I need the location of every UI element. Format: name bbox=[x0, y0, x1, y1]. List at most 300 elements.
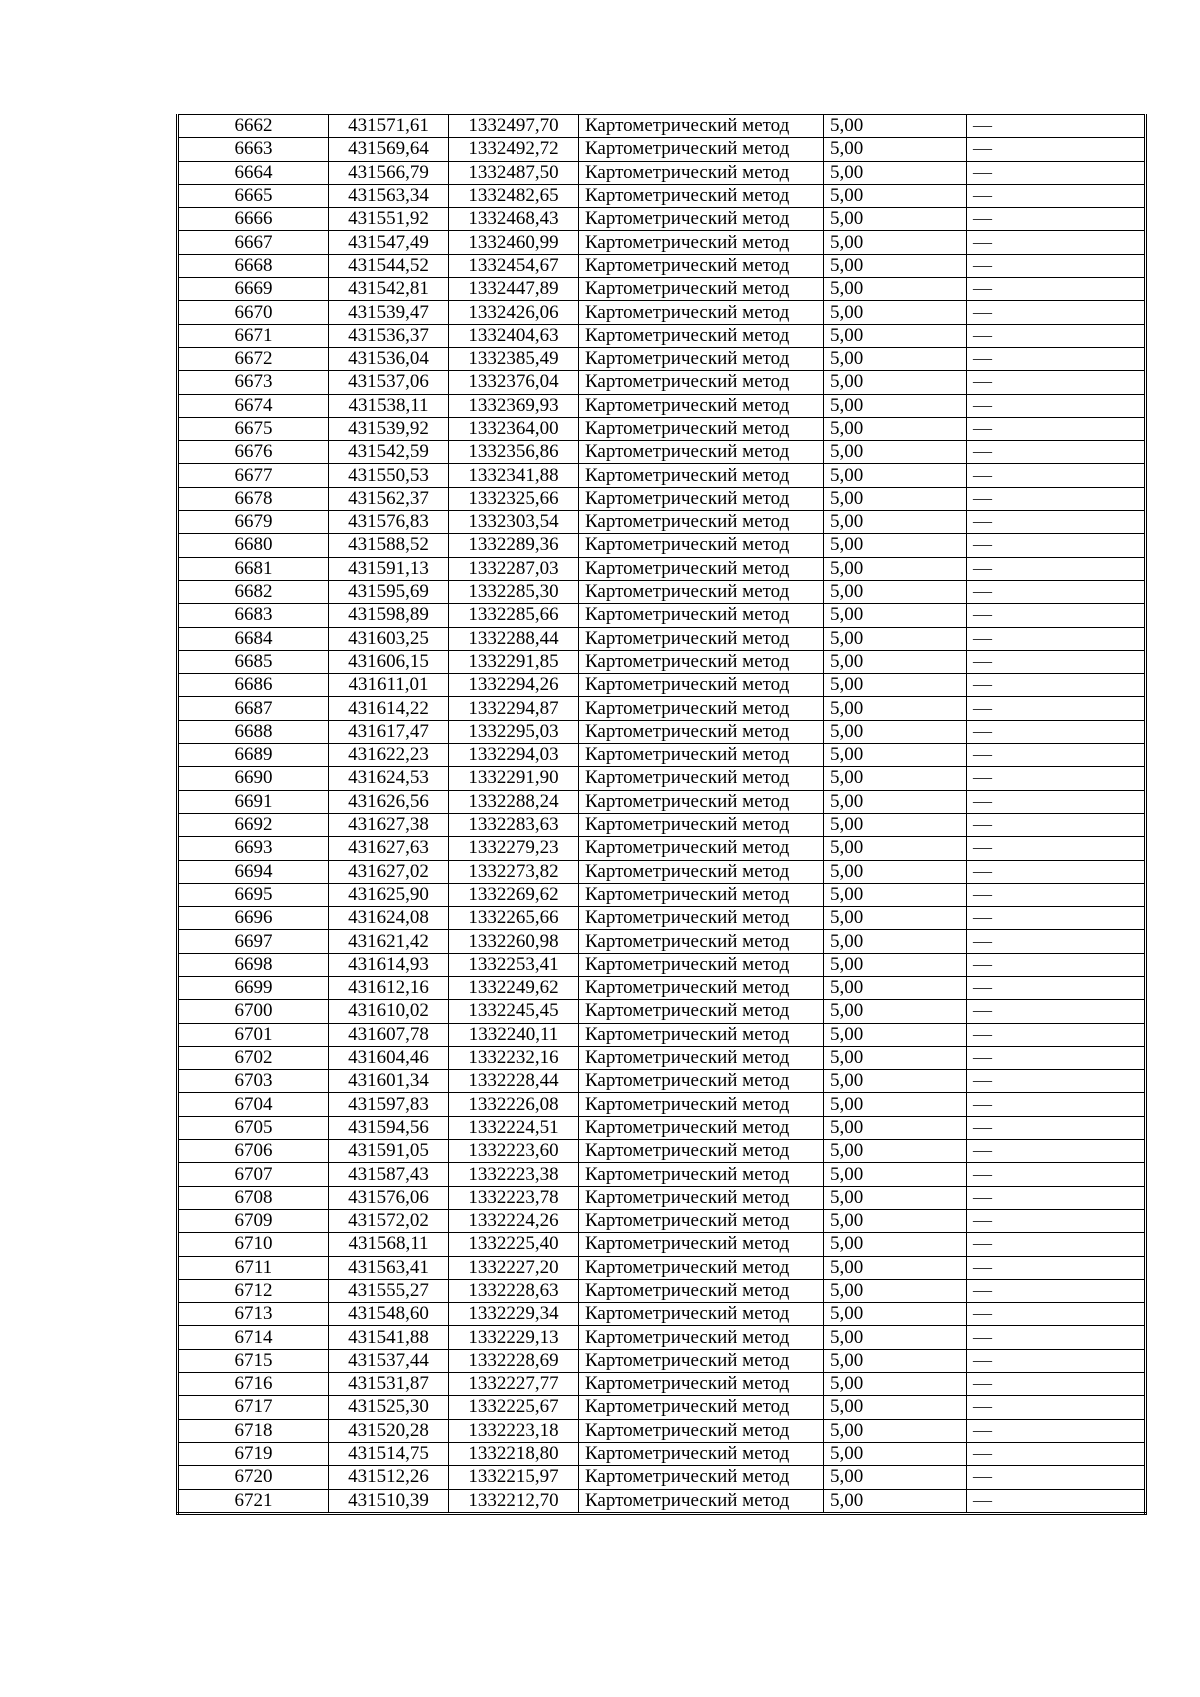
point-number-cell: 6669 bbox=[178, 278, 329, 301]
accuracy-cell: 5,00 bbox=[824, 1326, 967, 1349]
accuracy-cell: 5,00 bbox=[824, 627, 967, 650]
x-coordinate-cell: 431548,60 bbox=[329, 1303, 449, 1326]
point-number-cell: 6691 bbox=[178, 790, 329, 813]
note-cell: — bbox=[967, 1373, 1146, 1396]
x-coordinate-cell: 431571,61 bbox=[329, 115, 449, 138]
table-row bbox=[178, 464, 1146, 487]
accuracy-cell: 5,00 bbox=[824, 208, 967, 231]
x-coordinate-cell: 431621,42 bbox=[329, 930, 449, 953]
table-row bbox=[178, 278, 1146, 301]
method-cell: Картометрический метод bbox=[579, 1279, 824, 1302]
y-coordinate-cell: 1332385,49 bbox=[449, 347, 579, 370]
accuracy-cell: 5,00 bbox=[824, 1163, 967, 1186]
point-number-cell: 6664 bbox=[178, 161, 329, 184]
table-row bbox=[178, 1163, 1146, 1186]
method-cell: Картометрический метод bbox=[579, 417, 824, 440]
method-cell: Картометрический метод bbox=[579, 1140, 824, 1163]
accuracy-cell: 5,00 bbox=[824, 254, 967, 277]
note-cell: — bbox=[967, 557, 1146, 580]
point-number-cell: 6708 bbox=[178, 1186, 329, 1209]
table-row bbox=[178, 394, 1146, 417]
accuracy-cell: 5,00 bbox=[824, 278, 967, 301]
accuracy-cell: 5,00 bbox=[824, 837, 967, 860]
x-coordinate-cell: 431539,47 bbox=[329, 301, 449, 324]
x-coordinate-cell: 431576,06 bbox=[329, 1186, 449, 1209]
y-coordinate-cell: 1332225,67 bbox=[449, 1396, 579, 1419]
method-cell: Картометрический метод bbox=[579, 1396, 824, 1419]
y-coordinate-cell: 1332229,13 bbox=[449, 1326, 579, 1349]
point-number-cell: 6681 bbox=[178, 557, 329, 580]
point-number-cell: 6687 bbox=[178, 697, 329, 720]
point-number-cell: 6709 bbox=[178, 1209, 329, 1232]
table-row bbox=[178, 697, 1146, 720]
method-cell: Картометрический метод bbox=[579, 1116, 824, 1139]
x-coordinate-cell: 431595,69 bbox=[329, 580, 449, 603]
table-row bbox=[178, 324, 1146, 347]
method-cell: Картометрический метод bbox=[579, 930, 824, 953]
x-coordinate-cell: 431588,52 bbox=[329, 534, 449, 557]
note-cell: — bbox=[967, 208, 1146, 231]
x-coordinate-cell: 431606,15 bbox=[329, 650, 449, 673]
note-cell: — bbox=[967, 1442, 1146, 1465]
method-cell: Картометрический метод bbox=[579, 1326, 824, 1349]
table-row bbox=[178, 1256, 1146, 1279]
table-row bbox=[178, 441, 1146, 464]
y-coordinate-cell: 1332288,44 bbox=[449, 627, 579, 650]
point-number-cell: 6689 bbox=[178, 744, 329, 767]
y-coordinate-cell: 1332212,70 bbox=[449, 1489, 579, 1513]
accuracy-cell: 5,00 bbox=[824, 138, 967, 161]
point-number-cell: 6667 bbox=[178, 231, 329, 254]
note-cell: — bbox=[967, 1349, 1146, 1372]
table-row bbox=[178, 1070, 1146, 1093]
note-cell: — bbox=[967, 161, 1146, 184]
accuracy-cell: 5,00 bbox=[824, 1279, 967, 1302]
table-row bbox=[178, 347, 1146, 370]
point-number-cell: 6694 bbox=[178, 860, 329, 883]
point-number-cell: 6682 bbox=[178, 580, 329, 603]
method-cell: Картометрический метод bbox=[579, 534, 824, 557]
note-cell: — bbox=[967, 767, 1146, 790]
y-coordinate-cell: 1332294,26 bbox=[449, 674, 579, 697]
note-cell: — bbox=[967, 674, 1146, 697]
table-row bbox=[178, 976, 1146, 999]
accuracy-cell: 5,00 bbox=[824, 604, 967, 627]
method-cell: Картометрический метод bbox=[579, 301, 824, 324]
point-number-cell: 6706 bbox=[178, 1140, 329, 1163]
point-number-cell: 6663 bbox=[178, 138, 329, 161]
accuracy-cell: 5,00 bbox=[824, 976, 967, 999]
y-coordinate-cell: 1332294,87 bbox=[449, 697, 579, 720]
table-row bbox=[178, 1419, 1146, 1442]
note-cell: — bbox=[967, 1023, 1146, 1046]
x-coordinate-cell: 431525,30 bbox=[329, 1396, 449, 1419]
point-number-cell: 6711 bbox=[178, 1256, 329, 1279]
accuracy-cell: 5,00 bbox=[824, 1419, 967, 1442]
method-cell: Картометрический метод bbox=[579, 441, 824, 464]
note-cell: — bbox=[967, 627, 1146, 650]
point-number-cell: 6684 bbox=[178, 627, 329, 650]
point-number-cell: 6679 bbox=[178, 511, 329, 534]
table-row bbox=[178, 1442, 1146, 1465]
y-coordinate-cell: 1332225,40 bbox=[449, 1233, 579, 1256]
point-number-cell: 6696 bbox=[178, 907, 329, 930]
table-row bbox=[178, 1349, 1146, 1372]
table-row bbox=[178, 1279, 1146, 1302]
table-row bbox=[178, 790, 1146, 813]
note-cell: — bbox=[967, 231, 1146, 254]
table-row bbox=[178, 161, 1146, 184]
point-number-cell: 6712 bbox=[178, 1279, 329, 1302]
note-cell: — bbox=[967, 837, 1146, 860]
accuracy-cell: 5,00 bbox=[824, 301, 967, 324]
note-cell: — bbox=[967, 1000, 1146, 1023]
accuracy-cell: 5,00 bbox=[824, 1046, 967, 1069]
note-cell: — bbox=[967, 604, 1146, 627]
table-row bbox=[178, 557, 1146, 580]
method-cell: Картометрический метод bbox=[579, 1466, 824, 1489]
y-coordinate-cell: 1332487,50 bbox=[449, 161, 579, 184]
y-coordinate-cell: 1332285,66 bbox=[449, 604, 579, 627]
note-cell: — bbox=[967, 1209, 1146, 1232]
table-row bbox=[178, 837, 1146, 860]
accuracy-cell: 5,00 bbox=[824, 115, 967, 138]
accuracy-cell: 5,00 bbox=[824, 883, 967, 906]
note-cell: — bbox=[967, 1326, 1146, 1349]
note-cell: — bbox=[967, 1093, 1146, 1116]
note-cell: — bbox=[967, 1419, 1146, 1442]
table-row bbox=[178, 744, 1146, 767]
table-row bbox=[178, 860, 1146, 883]
x-coordinate-cell: 431537,06 bbox=[329, 371, 449, 394]
point-number-cell: 6714 bbox=[178, 1326, 329, 1349]
method-cell: Картометрический метод bbox=[579, 1000, 824, 1023]
y-coordinate-cell: 1332253,41 bbox=[449, 953, 579, 976]
point-number-cell: 6719 bbox=[178, 1442, 329, 1465]
y-coordinate-cell: 1332492,72 bbox=[449, 138, 579, 161]
y-coordinate-cell: 1332283,63 bbox=[449, 813, 579, 836]
method-cell: Картометрический метод bbox=[579, 907, 824, 930]
table-row bbox=[178, 580, 1146, 603]
accuracy-cell: 5,00 bbox=[824, 1209, 967, 1232]
y-coordinate-cell: 1332224,51 bbox=[449, 1116, 579, 1139]
accuracy-cell: 5,00 bbox=[824, 487, 967, 510]
table-row bbox=[178, 511, 1146, 534]
x-coordinate-cell: 431569,64 bbox=[329, 138, 449, 161]
accuracy-cell: 5,00 bbox=[824, 580, 967, 603]
table-row bbox=[178, 1186, 1146, 1209]
table-row bbox=[178, 1023, 1146, 1046]
note-cell: — bbox=[967, 1466, 1146, 1489]
accuracy-cell: 5,00 bbox=[824, 767, 967, 790]
note-cell: — bbox=[967, 1046, 1146, 1069]
table-row bbox=[178, 720, 1146, 743]
x-coordinate-cell: 431610,02 bbox=[329, 1000, 449, 1023]
table-row bbox=[178, 371, 1146, 394]
y-coordinate-cell: 1332295,03 bbox=[449, 720, 579, 743]
y-coordinate-cell: 1332285,30 bbox=[449, 580, 579, 603]
method-cell: Картометрический метод bbox=[579, 720, 824, 743]
method-cell: Картометрический метод bbox=[579, 1373, 824, 1396]
accuracy-cell: 5,00 bbox=[824, 1093, 967, 1116]
y-coordinate-cell: 1332215,97 bbox=[449, 1466, 579, 1489]
point-number-cell: 6685 bbox=[178, 650, 329, 673]
table-row bbox=[178, 417, 1146, 440]
accuracy-cell: 5,00 bbox=[824, 650, 967, 673]
x-coordinate-cell: 431612,16 bbox=[329, 976, 449, 999]
y-coordinate-cell: 1332291,90 bbox=[449, 767, 579, 790]
y-coordinate-cell: 1332288,24 bbox=[449, 790, 579, 813]
table-row bbox=[178, 604, 1146, 627]
accuracy-cell: 5,00 bbox=[824, 511, 967, 534]
accuracy-cell: 5,00 bbox=[824, 417, 967, 440]
accuracy-cell: 5,00 bbox=[824, 1000, 967, 1023]
note-cell: — bbox=[967, 1186, 1146, 1209]
y-coordinate-cell: 1332325,66 bbox=[449, 487, 579, 510]
note-cell: — bbox=[967, 1396, 1146, 1419]
accuracy-cell: 5,00 bbox=[824, 1256, 967, 1279]
method-cell: Картометрический метод bbox=[579, 813, 824, 836]
x-coordinate-cell: 431568,11 bbox=[329, 1233, 449, 1256]
x-coordinate-cell: 431566,79 bbox=[329, 161, 449, 184]
accuracy-cell: 5,00 bbox=[824, 790, 967, 813]
y-coordinate-cell: 1332447,89 bbox=[449, 278, 579, 301]
x-coordinate-cell: 431547,49 bbox=[329, 231, 449, 254]
x-coordinate-cell: 431604,46 bbox=[329, 1046, 449, 1069]
y-coordinate-cell: 1332227,20 bbox=[449, 1256, 579, 1279]
point-number-cell: 6662 bbox=[178, 115, 329, 138]
method-cell: Картометрический метод bbox=[579, 1023, 824, 1046]
table-row bbox=[178, 674, 1146, 697]
point-number-cell: 6693 bbox=[178, 837, 329, 860]
note-cell: — bbox=[967, 930, 1146, 953]
accuracy-cell: 5,00 bbox=[824, 720, 967, 743]
note-cell: — bbox=[967, 534, 1146, 557]
accuracy-cell: 5,00 bbox=[824, 1303, 967, 1326]
accuracy-cell: 5,00 bbox=[824, 813, 967, 836]
accuracy-cell: 5,00 bbox=[824, 1186, 967, 1209]
x-coordinate-cell: 431512,26 bbox=[329, 1466, 449, 1489]
y-coordinate-cell: 1332364,00 bbox=[449, 417, 579, 440]
point-number-cell: 6674 bbox=[178, 394, 329, 417]
y-coordinate-cell: 1332294,03 bbox=[449, 744, 579, 767]
point-number-cell: 6720 bbox=[178, 1466, 329, 1489]
point-number-cell: 6699 bbox=[178, 976, 329, 999]
accuracy-cell: 5,00 bbox=[824, 1442, 967, 1465]
accuracy-cell: 5,00 bbox=[824, 1373, 967, 1396]
note-cell: — bbox=[967, 1279, 1146, 1302]
x-coordinate-cell: 431614,22 bbox=[329, 697, 449, 720]
y-coordinate-cell: 1332468,43 bbox=[449, 208, 579, 231]
table-row bbox=[178, 1046, 1146, 1069]
x-coordinate-cell: 431562,37 bbox=[329, 487, 449, 510]
note-cell: — bbox=[967, 464, 1146, 487]
accuracy-cell: 5,00 bbox=[824, 907, 967, 930]
table-row bbox=[178, 1116, 1146, 1139]
method-cell: Картометрический метод bbox=[579, 744, 824, 767]
x-coordinate-cell: 431607,78 bbox=[329, 1023, 449, 1046]
y-coordinate-cell: 1332260,98 bbox=[449, 930, 579, 953]
x-coordinate-cell: 431542,59 bbox=[329, 441, 449, 464]
table-row bbox=[178, 1326, 1146, 1349]
x-coordinate-cell: 431617,47 bbox=[329, 720, 449, 743]
method-cell: Картометрический метод bbox=[579, 464, 824, 487]
point-number-cell: 6675 bbox=[178, 417, 329, 440]
accuracy-cell: 5,00 bbox=[824, 697, 967, 720]
point-number-cell: 6668 bbox=[178, 254, 329, 277]
accuracy-cell: 5,00 bbox=[824, 1466, 967, 1489]
method-cell: Картометрический метод bbox=[579, 208, 824, 231]
note-cell: — bbox=[967, 883, 1146, 906]
point-number-cell: 6683 bbox=[178, 604, 329, 627]
method-cell: Картометрический метод bbox=[579, 837, 824, 860]
accuracy-cell: 5,00 bbox=[824, 1349, 967, 1372]
method-cell: Картометрический метод bbox=[579, 115, 824, 138]
y-coordinate-cell: 1332497,70 bbox=[449, 115, 579, 138]
accuracy-cell: 5,00 bbox=[824, 1140, 967, 1163]
y-coordinate-cell: 1332228,44 bbox=[449, 1070, 579, 1093]
table-row bbox=[178, 115, 1146, 138]
note-cell: — bbox=[967, 441, 1146, 464]
method-cell: Картометрический метод bbox=[579, 1349, 824, 1372]
point-number-cell: 6704 bbox=[178, 1093, 329, 1116]
method-cell: Картометрический метод bbox=[579, 371, 824, 394]
note-cell: — bbox=[967, 976, 1146, 999]
accuracy-cell: 5,00 bbox=[824, 371, 967, 394]
x-coordinate-cell: 431544,52 bbox=[329, 254, 449, 277]
method-cell: Картометрический метод bbox=[579, 1186, 824, 1209]
method-cell: Картометрический метод bbox=[579, 1256, 824, 1279]
accuracy-cell: 5,00 bbox=[824, 674, 967, 697]
method-cell: Картометрический метод bbox=[579, 976, 824, 999]
table-row bbox=[178, 138, 1146, 161]
table-row bbox=[178, 627, 1146, 650]
point-number-cell: 6703 bbox=[178, 1070, 329, 1093]
y-coordinate-cell: 1332269,62 bbox=[449, 883, 579, 906]
y-coordinate-cell: 1332426,06 bbox=[449, 301, 579, 324]
point-number-cell: 6715 bbox=[178, 1349, 329, 1372]
x-coordinate-cell: 431542,81 bbox=[329, 278, 449, 301]
x-coordinate-cell: 431551,92 bbox=[329, 208, 449, 231]
x-coordinate-cell: 431614,93 bbox=[329, 953, 449, 976]
point-number-cell: 6700 bbox=[178, 1000, 329, 1023]
method-cell: Картометрический метод bbox=[579, 697, 824, 720]
x-coordinate-cell: 431591,13 bbox=[329, 557, 449, 580]
x-coordinate-cell: 431563,41 bbox=[329, 1256, 449, 1279]
table-row bbox=[178, 1489, 1146, 1513]
y-coordinate-cell: 1332223,60 bbox=[449, 1140, 579, 1163]
note-cell: — bbox=[967, 744, 1146, 767]
table-row bbox=[178, 254, 1146, 277]
x-coordinate-cell: 431510,39 bbox=[329, 1489, 449, 1513]
accuracy-cell: 5,00 bbox=[824, 231, 967, 254]
method-cell: Картометрический метод bbox=[579, 1489, 824, 1513]
x-coordinate-cell: 431591,05 bbox=[329, 1140, 449, 1163]
table-row bbox=[178, 907, 1146, 930]
method-cell: Картометрический метод bbox=[579, 767, 824, 790]
x-coordinate-cell: 431587,43 bbox=[329, 1163, 449, 1186]
x-coordinate-cell: 431626,56 bbox=[329, 790, 449, 813]
y-coordinate-cell: 1332291,85 bbox=[449, 650, 579, 673]
method-cell: Картометрический метод bbox=[579, 1419, 824, 1442]
method-cell: Картометрический метод bbox=[579, 1046, 824, 1069]
y-coordinate-cell: 1332356,86 bbox=[449, 441, 579, 464]
accuracy-cell: 5,00 bbox=[824, 324, 967, 347]
accuracy-cell: 5,00 bbox=[824, 860, 967, 883]
accuracy-cell: 5,00 bbox=[824, 953, 967, 976]
point-number-cell: 6697 bbox=[178, 930, 329, 953]
point-number-cell: 6710 bbox=[178, 1233, 329, 1256]
x-coordinate-cell: 431536,37 bbox=[329, 324, 449, 347]
point-number-cell: 6670 bbox=[178, 301, 329, 324]
note-cell: — bbox=[967, 650, 1146, 673]
y-coordinate-cell: 1332227,77 bbox=[449, 1373, 579, 1396]
y-coordinate-cell: 1332240,11 bbox=[449, 1023, 579, 1046]
y-coordinate-cell: 1332404,63 bbox=[449, 324, 579, 347]
note-cell: — bbox=[967, 184, 1146, 207]
point-number-cell: 6716 bbox=[178, 1373, 329, 1396]
table-row bbox=[178, 487, 1146, 510]
y-coordinate-cell: 1332218,80 bbox=[449, 1442, 579, 1465]
note-cell: — bbox=[967, 1070, 1146, 1093]
note-cell: — bbox=[967, 720, 1146, 743]
y-coordinate-cell: 1332303,54 bbox=[449, 511, 579, 534]
accuracy-cell: 5,00 bbox=[824, 557, 967, 580]
table-row bbox=[178, 1373, 1146, 1396]
note-cell: — bbox=[967, 1163, 1146, 1186]
method-cell: Картометрический метод bbox=[579, 161, 824, 184]
accuracy-cell: 5,00 bbox=[824, 394, 967, 417]
x-coordinate-cell: 431622,23 bbox=[329, 744, 449, 767]
table-row bbox=[178, 1396, 1146, 1419]
y-coordinate-cell: 1332249,62 bbox=[449, 976, 579, 999]
y-coordinate-cell: 1332228,69 bbox=[449, 1349, 579, 1372]
coordinates-table-body bbox=[178, 115, 1146, 1514]
y-coordinate-cell: 1332273,82 bbox=[449, 860, 579, 883]
x-coordinate-cell: 431539,92 bbox=[329, 417, 449, 440]
method-cell: Картометрический метод bbox=[579, 674, 824, 697]
note-cell: — bbox=[967, 278, 1146, 301]
method-cell: Картометрический метод bbox=[579, 1093, 824, 1116]
method-cell: Картометрический метод bbox=[579, 324, 824, 347]
table-row bbox=[178, 1140, 1146, 1163]
note-cell: — bbox=[967, 115, 1146, 138]
x-coordinate-cell: 431624,08 bbox=[329, 907, 449, 930]
y-coordinate-cell: 1332232,16 bbox=[449, 1046, 579, 1069]
note-cell: — bbox=[967, 1256, 1146, 1279]
method-cell: Картометрический метод bbox=[579, 790, 824, 813]
accuracy-cell: 5,00 bbox=[824, 1233, 967, 1256]
note-cell: — bbox=[967, 1233, 1146, 1256]
y-coordinate-cell: 1332482,65 bbox=[449, 184, 579, 207]
point-number-cell: 6713 bbox=[178, 1303, 329, 1326]
method-cell: Картометрический метод bbox=[579, 511, 824, 534]
method-cell: Картометрический метод bbox=[579, 604, 824, 627]
accuracy-cell: 5,00 bbox=[824, 1070, 967, 1093]
y-coordinate-cell: 1332341,88 bbox=[449, 464, 579, 487]
y-coordinate-cell: 1332226,08 bbox=[449, 1093, 579, 1116]
note-cell: — bbox=[967, 860, 1146, 883]
table-row bbox=[178, 767, 1146, 790]
x-coordinate-cell: 431594,56 bbox=[329, 1116, 449, 1139]
point-number-cell: 6717 bbox=[178, 1396, 329, 1419]
y-coordinate-cell: 1332289,36 bbox=[449, 534, 579, 557]
note-cell: — bbox=[967, 394, 1146, 417]
method-cell: Картометрический метод bbox=[579, 557, 824, 580]
method-cell: Картометрический метод bbox=[579, 184, 824, 207]
note-cell: — bbox=[967, 417, 1146, 440]
point-number-cell: 6666 bbox=[178, 208, 329, 231]
